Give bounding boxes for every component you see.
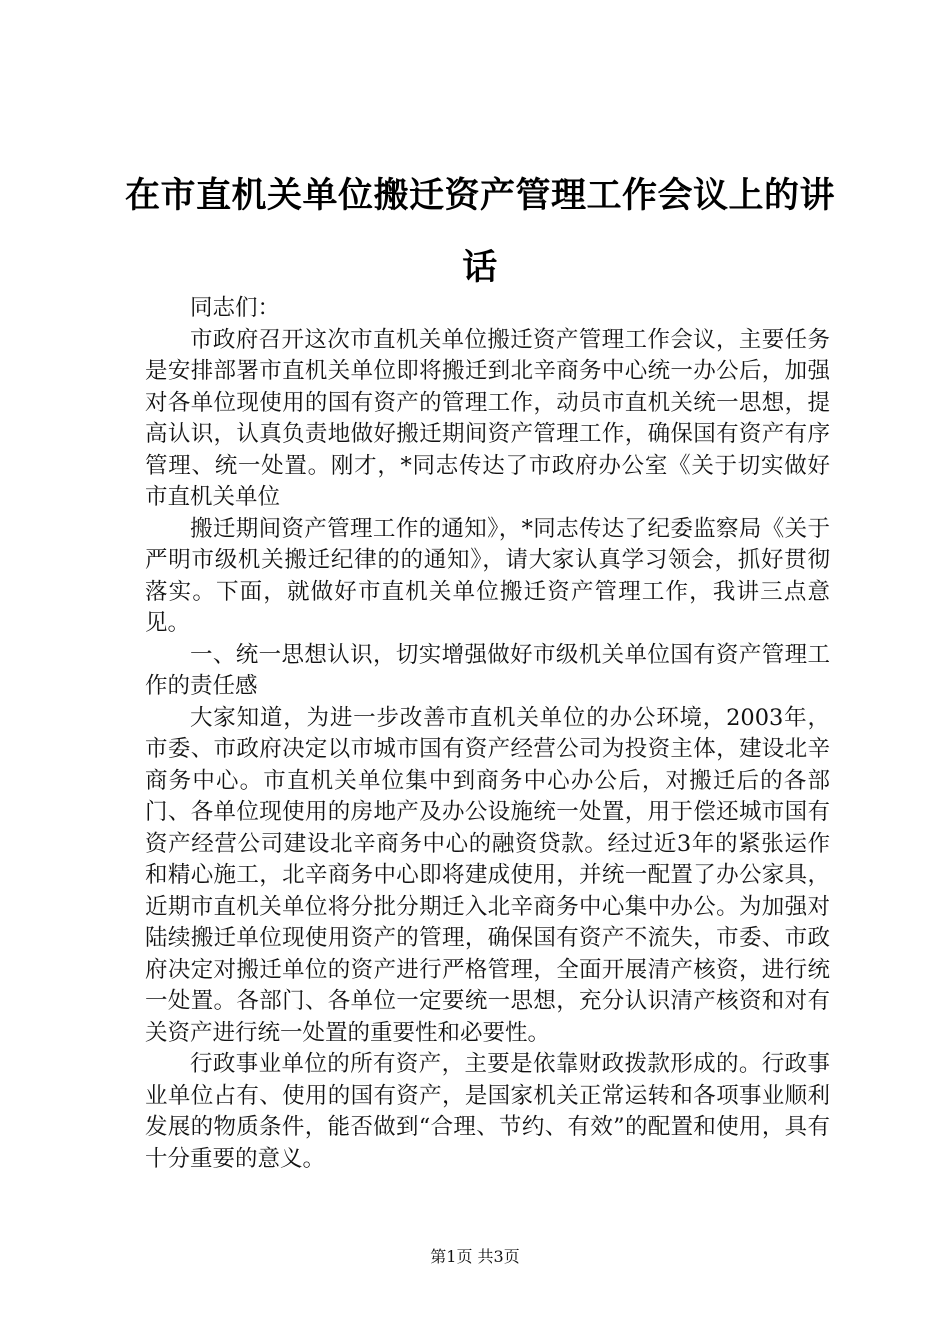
paragraph: 搬迁期间资产管理工作的通知》，*同志传达了纪委监察局《关于严明市级机关搬迁纪律的的通知》，请大家认真学习领会，抓好贯彻落实。下面，就做好市直机关单位搬迁资产管理工作，我讲三点意见。 (145, 515, 830, 636)
section-heading: 一、统一思想认识，切实增强做好市级机关单位国有资产管理工作的责任感 (145, 641, 830, 699)
document-body (145, 293, 830, 1175)
page-footer: 第1页 共3页 (430, 1247, 520, 1266)
paragraph: 行政事业单位的所有资产，主要是依靠财政拨款形成的。行政事业单位占有、使用的国有资产，是国家机关正常运转和各项事业顺利发展的物质条件，能否做到“合理、节约、有效”的配置和使用，具有十分重要的意义。 (145, 1051, 830, 1172)
paragraph: 大家知道，为进一步改善市直机关单位的办公环境，2003年，市委、市政府决定以市城市国有资产经营公司为投资主体，建设北辛商务中心。市直机关单位集中到商务中心办公后，对搬迁后的各部门、各单位现使用的房地产及办公设施统一处置，用于偿还城市国有资产经营公司建设北辛商务中心的融资贷款。经过近3年的紧张运作和精心施工，北辛商务中心即将建成使用，并统一配置了办公家具，近期市直机关单位将分批分期迁入北辛商务中心集中办公。为加强对陆续搬迁单位现使用资产的管理，确保国有资产不流失，市委、市政府决定对搬迁单位的资产进行严格管理，全面开展清产核资，进行统一处置。各部门、各单位一定要统一思想，充分认识清产核资和对有关资产进行统一处置的重要性和必要性。 (145, 704, 830, 1046)
document-title: 在市直机关单位搬迁资产管理工作会议上的讲话 (124, 176, 835, 288)
paragraph: 市政府召开这次市直机关单位搬迁资产管理工作会议，主要任务是安排部署市直机关单位即将搬迁到北辛商务中心统一办公后，加强对各单位现使用的国有资产的管理工作，动员市直机关统一思想，提高认识，认真负责地做好搬迁期间资产管理工作，确保国有资产有序管理、统一处置。刚才，*同志传达了市政府办公室《关于切实做好市直机关单位 (145, 326, 830, 510)
salutation: 同志们： (190, 295, 281, 321)
